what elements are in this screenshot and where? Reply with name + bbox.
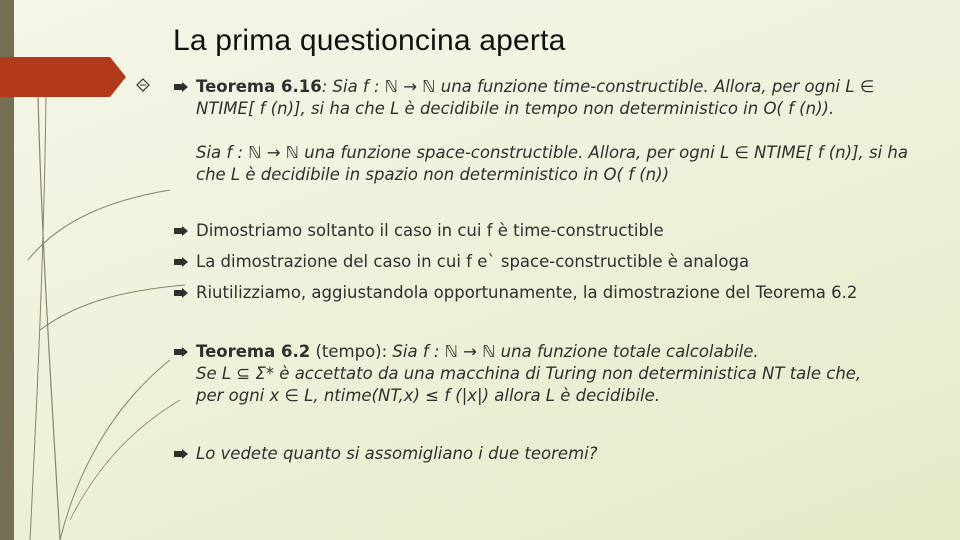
slide-title: La prima questioncina aperta	[173, 24, 566, 57]
arrow-bullet-icon	[174, 226, 188, 236]
theorem-616-space-variant: Sia f : ℕ → ℕ una funzione space-constructible. Allora, per ogni L ∈ NTIME[ f (n)], si ha che L è decidibile in spazio non deterministico in O( f (n))	[196, 143, 908, 184]
red-title-tab	[0, 57, 126, 97]
diamond-outline-icon	[136, 78, 150, 92]
theorem-62-line1: Sia f : ℕ → ℕ una funzione totale calcolabile.	[392, 342, 759, 361]
theorem-616-statement	[196, 76, 920, 120]
theorem-616-text: : Sia f : ℕ → ℕ una funzione time-constructible. Allora, per ogni L ∈ NTIME[ f (n)], si ha che L è decidibile in tempo non deterministico in O( f (n)).	[196, 77, 875, 118]
arrow-bullet-icon	[174, 449, 188, 459]
theorem-62-line3-prefix: per ogni x ∈ L, ntime(NT,x) ≤ f (|x|)	[196, 386, 495, 405]
theorem-62-line2: Se L ⊆ Σ* è accettato da una macchina di Turing non deterministica NT tale che,	[196, 364, 862, 383]
arrow-bullet-icon	[174, 347, 188, 357]
closing-question: Lo vedete quanto si assomigliano i due teoremi?	[196, 444, 598, 463]
theorem-616-label: Teorema 6.16	[196, 77, 322, 96]
arrow-bullet-icon	[174, 82, 188, 92]
theorem-62-paren: (tempo):	[310, 342, 393, 361]
theorem-62-line3-suffix: allora L è decidibile.	[494, 386, 661, 405]
theorem-62-statement	[196, 341, 920, 407]
theorem-62-label: Teorema 6.2	[196, 342, 311, 361]
bullet-item-1: Dimostriamo soltanto il caso in cui f è time-constructible	[196, 221, 664, 240]
arrow-bullet-icon	[174, 257, 188, 267]
arrow-bullet-icon	[174, 288, 188, 298]
bullet-item-3: Riutilizziamo, aggiustandola opportunamente, la dimostrazione del Teorema 6.2	[196, 283, 858, 302]
bullet-item-2: La dimostrazione del caso in cui f e` space-constructible è analoga	[196, 252, 750, 271]
